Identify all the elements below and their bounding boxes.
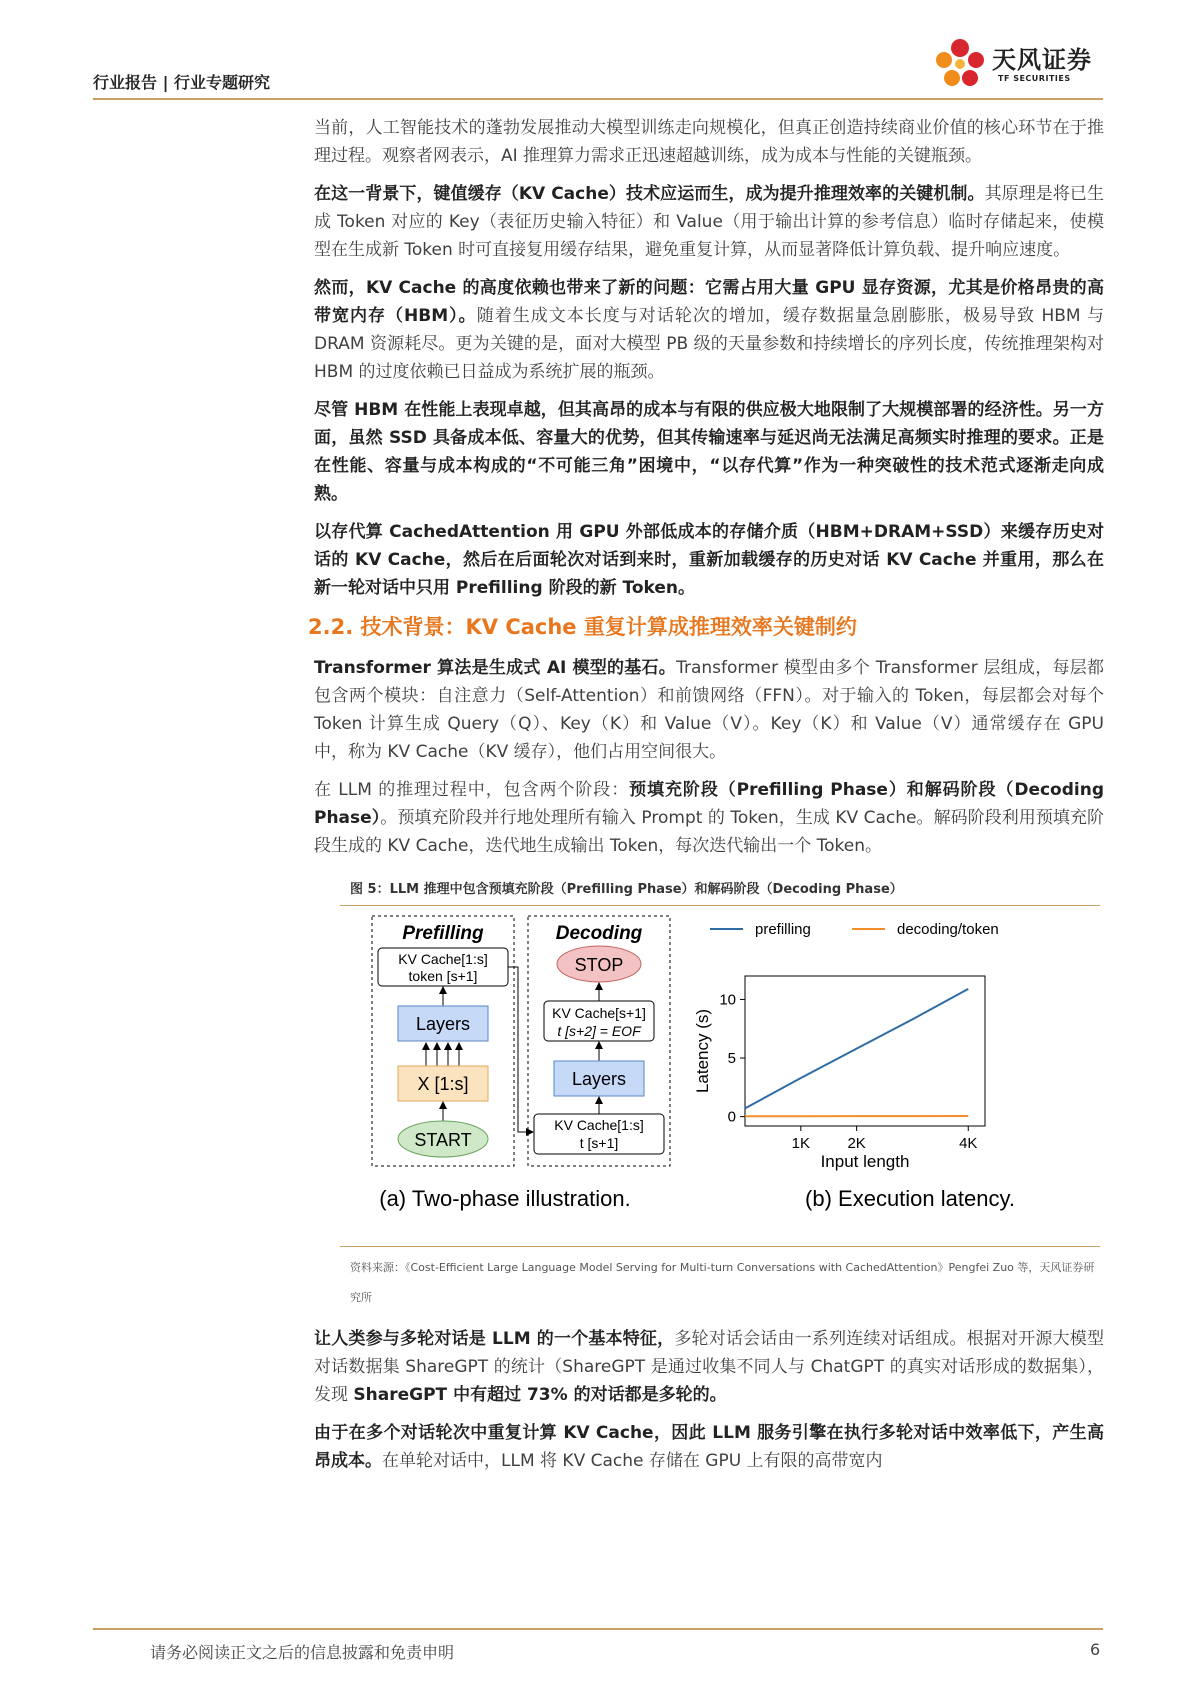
decode-input-line2: t [s+1] (579, 1135, 619, 1151)
decode-kv-line2: t [s+2] = EOF (557, 1023, 641, 1039)
decoding-label: Decoding (555, 923, 643, 944)
section-heading: 2.2. 技术背景：KV Cache 重复计算成推理效率关键制约 (308, 615, 857, 639)
y-tick-label: 0 (727, 1108, 736, 1126)
latency-chart (693, 921, 999, 1171)
kv-output-line1: KV Cache[1:s] (398, 951, 488, 967)
figure-svg (340, 906, 1100, 1246)
paragraph: 让人类参与多轮对话是 LLM 的一个基本特征，多轮对话会话由一系列连续对话组成。根据对开源大模型对话数据集 ShareGPT 的统计（ShareGPT 是通过收集不同人与 ChatGPT 的真实对话形成的数据集），发现 ShareGPT 中有超过 73% 的对话都是多轮的。 (314, 1329, 1105, 1405)
figure (340, 906, 1100, 1246)
kv-output-line2: token [s+1] (408, 968, 478, 984)
paragraph: 当前，人工智能技术的蓬勃发展推动大模型训练走向规模化，但真正创造持续商业价值的核心环节在于推理过程。观察者网表示，AI 推理算力需求正迅速超越训练，成为成本与性能的关键瓶颈。 (314, 118, 1104, 166)
paragraph: 然而，KV Cache 的高度依赖也带来了新的问题：它需占用大量 GPU 显存资源，尤其是价格昂贵的高带宽内存（HBM）。随着生成文本长度与对话轮次的增加，缓存数据量急剧膨胀，极易导致 HBM 与 DRAM 资源耗尽。更为关键的是，面对大模型 PB 级的天量参数和持续增长的序列长度，传统推理架构对 HBM 的过度依赖已日益成为系统扩展的瓶颈。 (314, 278, 1104, 382)
series-line-prefilling (745, 989, 968, 1109)
prefill-layers-label: Layers (415, 1014, 471, 1034)
figure-bottom-divider (340, 1246, 1100, 1247)
figure-title: 图 5：LLM 推理中包含预填充阶段（Prefilling Phase）和解码阶段（Decoding Phase） (350, 882, 903, 897)
caption-b: (b) Execution latency. (805, 1186, 1015, 1211)
header-divider (93, 98, 1103, 100)
flower-logo-icon (930, 36, 990, 96)
stop-label: STOP (574, 955, 624, 975)
paragraph: 由于在多个对话轮次中重复计算 KV Cache，因此 LLM 服务引擎在执行多轮对话中效率低下，产生高昂成本。在单轮对话中，LLM 将 KV Cache 存储在 GPU 上有限的高带宽内 (314, 1423, 1104, 1471)
paragraph: Transformer 算法是生成式 AI 模型的基石。Transformer 模型由多个 Transformer 层组成，每层都包含两个模块：自注意力（Self-Attention）和前馈网络（FFN）。对于输入的 Token，每层都会对每个 Token 计算生成 Query（Q）、Key（K）和 Value（V）。Key（K）和 Value（V）通常缓存在 GPU 中，称为 KV Cache（KV 缓存），他们占用空间很大。 (314, 658, 1104, 762)
start-label: START (414, 1130, 472, 1150)
x-tick-label: 2K (847, 1135, 866, 1152)
x-input-label: X [1:s] (417, 1074, 469, 1094)
legend-prefilling-label: prefilling (755, 921, 811, 938)
decode-layers-label: Layers (571, 1069, 627, 1089)
brand-name-cn: 天风证券 (992, 46, 1092, 74)
figure-source: 资料来源：《Cost-Efficient Large Language Model Serving for Multi-turn Conversations with CachedAttention》Pengfei Zuo 等，天风证券研究所 (350, 1261, 1095, 1304)
y-axis-label: Latency (s) (693, 1008, 712, 1094)
brand-name-en: TF SECURITIES (998, 74, 1071, 83)
footer-divider (93, 1628, 1103, 1630)
legend-decoding-label: decoding/token (897, 921, 999, 938)
paragraph: 以存代算 CachedAttention 用 GPU 外部低成本的存储介质（HBM+DRAM+SSD）来缓存历史对话的 KV Cache，然后在后面轮次对话到来时，重新加载缓存的历史对话 KV Cache 并重用，那么在新一轮对话中只用 Prefilling 阶段的新 Token。 (314, 522, 1104, 598)
decode-kv-line1: KV Cache[s+1] (552, 1005, 646, 1021)
x-tick-label: 4K (959, 1135, 978, 1152)
report-category: 行业报告 | 行业专题研究 (93, 73, 270, 92)
paragraph: 在 LLM 的推理过程中，包含两个阶段：预填充阶段（Prefilling Phase）和解码阶段（Decoding Phase）。预填充阶段并行地处理所有输入 Prompt 的 Token，生成 KV Cache。解码阶段利用预填充阶段生成的 KV Cache，迭代地生成输出 Token，每次迭代输出一个 Token。 (314, 780, 1104, 856)
caption-a: (a) Two-phase illustration. (379, 1186, 631, 1211)
brand-logo (930, 36, 1110, 96)
decode-input-line1: KV Cache[1:s] (554, 1117, 644, 1133)
paragraph: 在这一背景下，键值缓存（KV Cache）技术应运而生，成为提升推理效率的关键机制。其原理是将已生成 Token 对应的 Key（表征历史输入特征）和 Value（用于输出计算的参考信息）临时存储起来，使模型在生成新 Token 时可直接复用缓存结果，避免重复计算，从而显著降低计算负载、提升响应速度。 (314, 184, 1105, 260)
y-tick-label: 5 (727, 1050, 736, 1068)
x-tick-label: 1K (791, 1135, 810, 1152)
disclaimer-text: 请务必阅读正文之后的信息披露和免责申明 (150, 1643, 455, 1662)
paragraph: 尽管 HBM 在性能上表现卓越，但其高昂的成本与有限的供应极大地限制了大规模部署的经济性。另一方面，虽然 SSD 具备成本低、容量大的优势，但其传输速率与延迟尚无法满足高频实时推理的要求。正是在性能、容量与成本构成的“不可能三角”困境中，“以存代算”作为一种突破性的技术范式逐渐走向成熟。 (314, 400, 1104, 504)
x-axis-label: Input length (820, 1152, 910, 1171)
y-tick-label: 10 (719, 991, 736, 1009)
main-content (308, 114, 1105, 1485)
kv-transfer-arrow (508, 967, 530, 1132)
prefilling-label: Prefilling (402, 923, 484, 944)
page-number: 6 (1090, 1640, 1101, 1659)
